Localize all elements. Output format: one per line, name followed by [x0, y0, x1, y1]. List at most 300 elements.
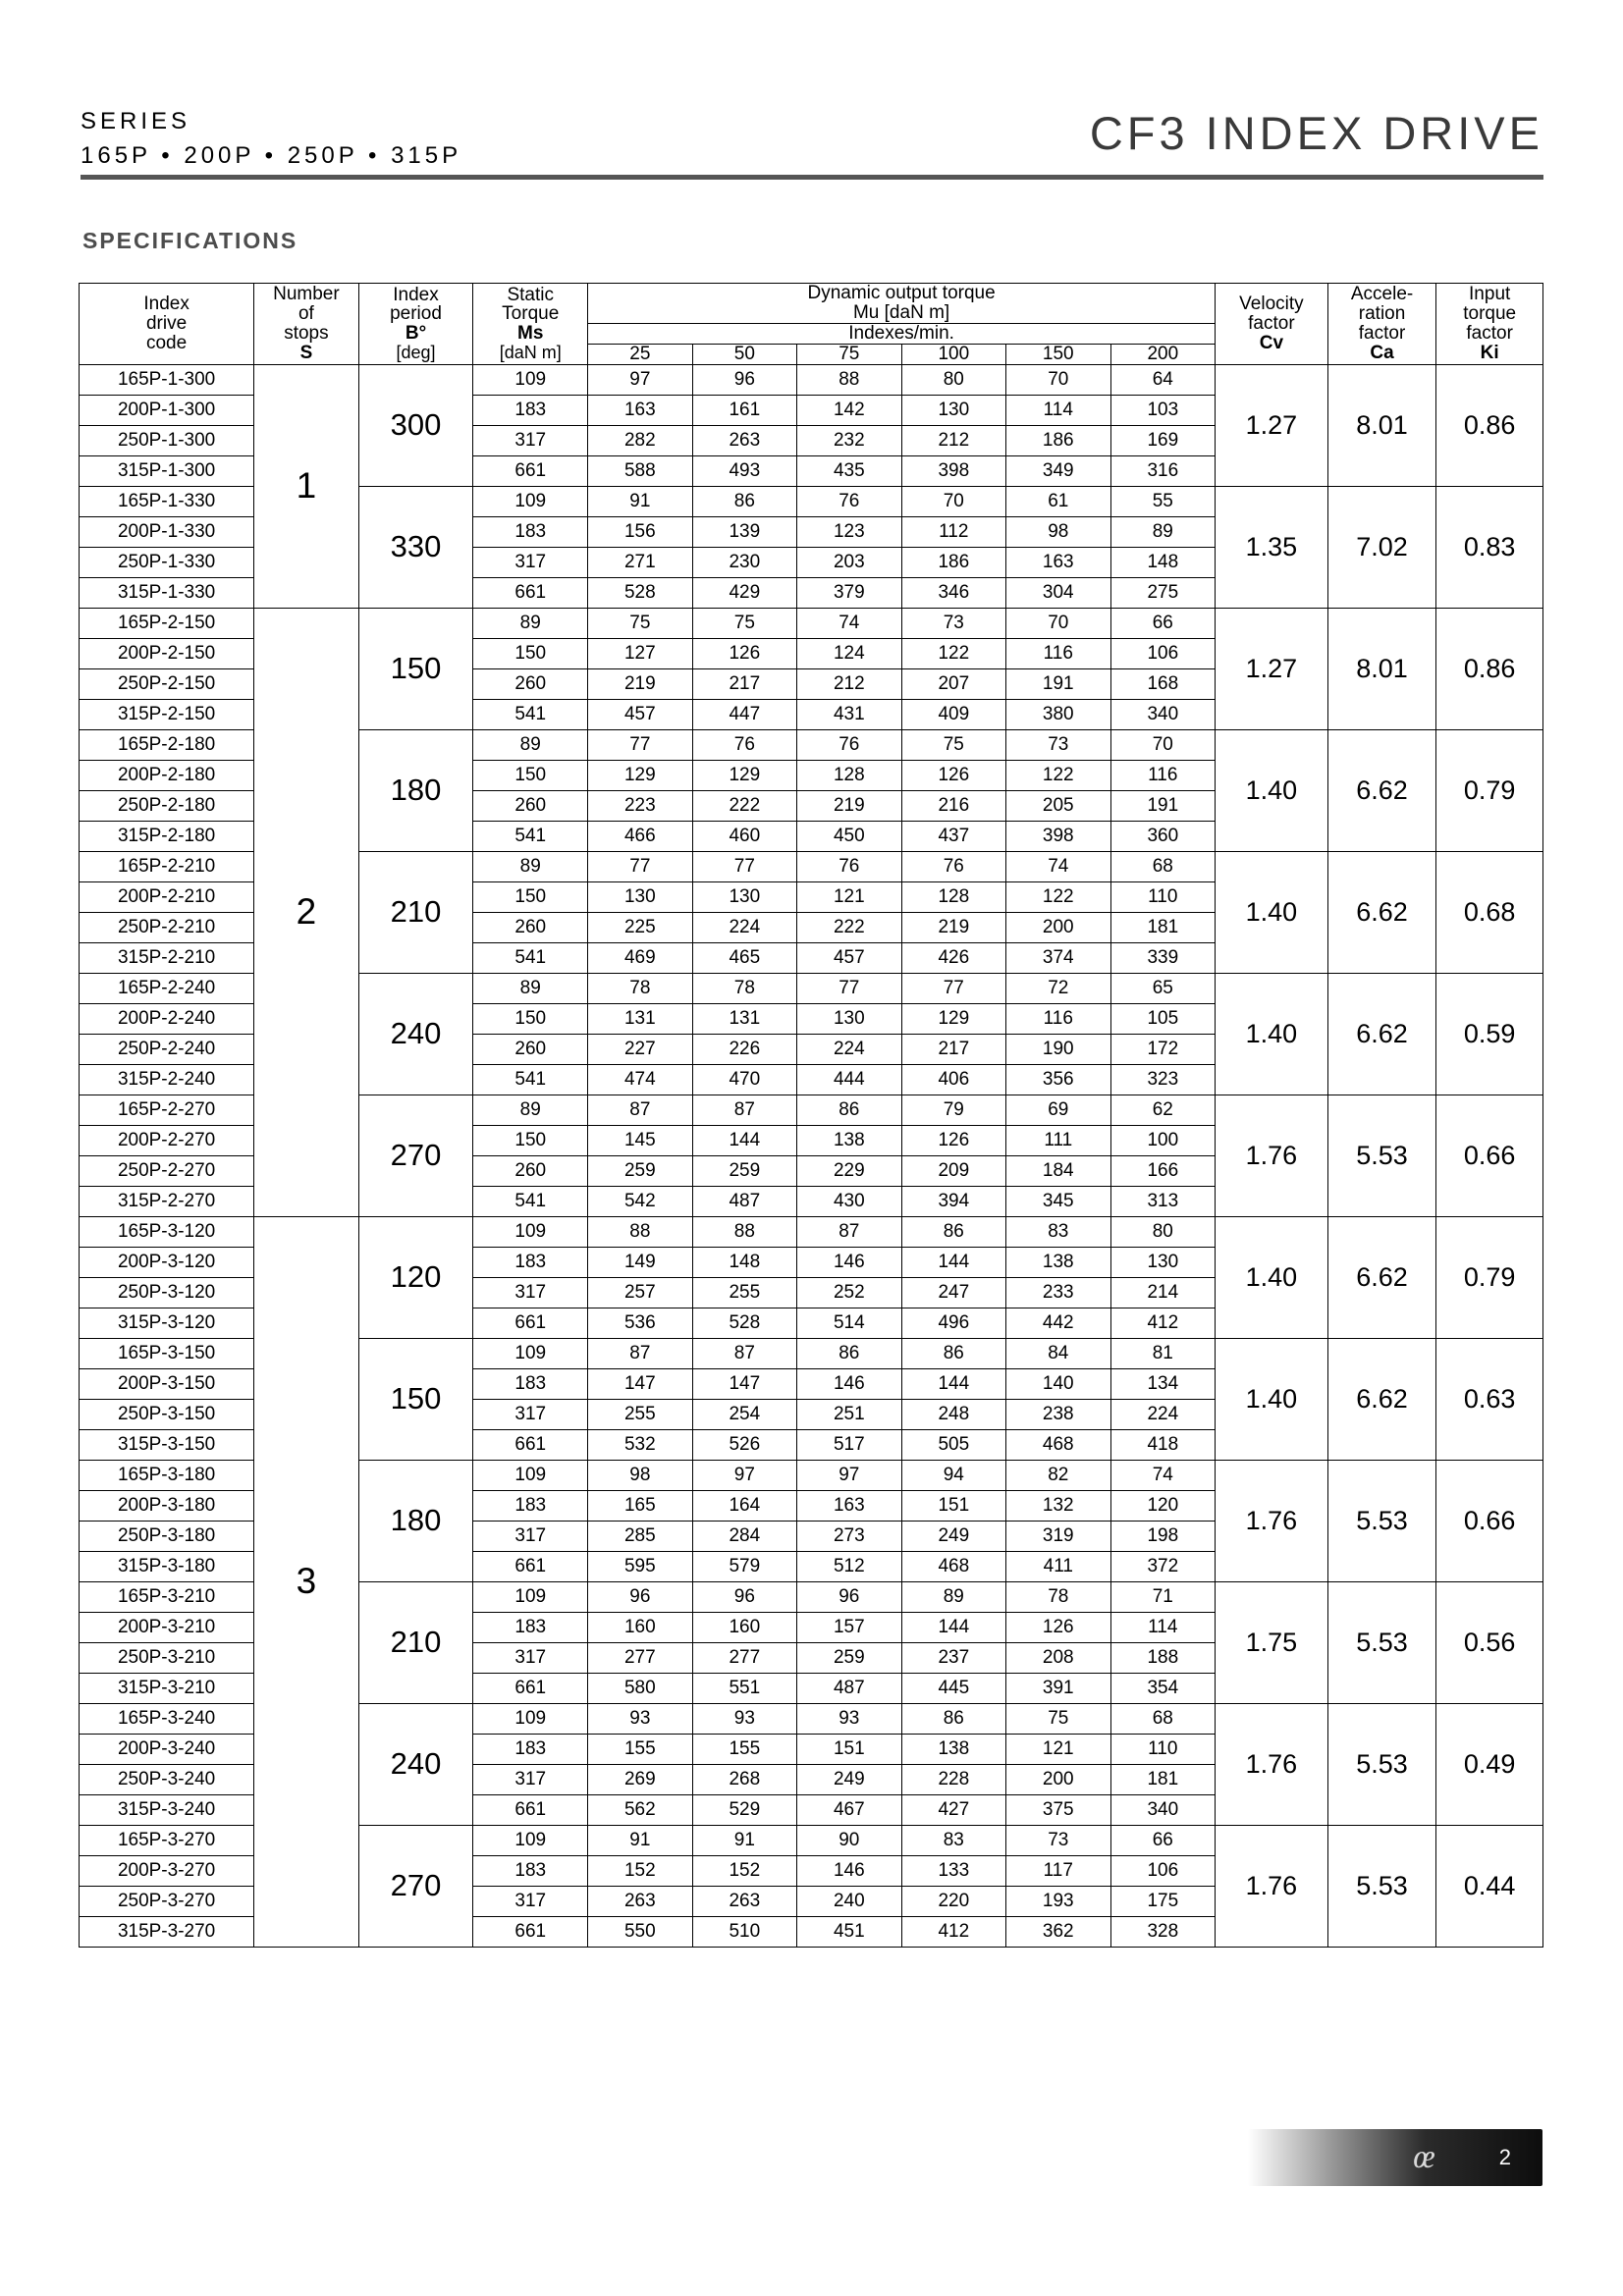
cell-velocity-factor: 1.40 — [1216, 973, 1328, 1095]
page-title: CF3 INDEX DRIVE — [1089, 107, 1543, 159]
cell-dynamic-torque-25: 93 — [588, 1703, 692, 1734]
cell-dynamic-torque-150: 191 — [1006, 668, 1110, 699]
cell-dynamic-torque-50: 226 — [692, 1034, 796, 1064]
cell-dynamic-torque-25: 130 — [588, 881, 692, 912]
cell-dynamic-torque-100: 89 — [901, 1581, 1005, 1612]
cell-input-torque-factor: 0.56 — [1436, 1581, 1543, 1703]
cell-dynamic-torque-200: 103 — [1110, 395, 1216, 425]
cell-index-period: 240 — [358, 973, 473, 1095]
cell-dynamic-torque-150: 70 — [1006, 608, 1110, 638]
cell-static-torque: 89 — [473, 973, 588, 1003]
th-static-symbol: Ms — [517, 323, 544, 345]
cell-dynamic-torque-75: 379 — [797, 577, 901, 608]
cell-dynamic-torque-75: 74 — [797, 608, 901, 638]
cell-static-torque: 317 — [473, 1399, 588, 1429]
cell-dynamic-torque-75: 86 — [797, 1095, 901, 1125]
cell-dynamic-torque-150: 184 — [1006, 1155, 1110, 1186]
th-dyn-200: 200 — [1110, 344, 1216, 364]
cell-dynamic-torque-75: 76 — [797, 851, 901, 881]
table-row — [80, 608, 1543, 638]
cell-dynamic-torque-150: 73 — [1006, 1825, 1110, 1855]
cell-dynamic-torque-50: 470 — [692, 1064, 796, 1095]
cell-dynamic-torque-100: 496 — [901, 1308, 1005, 1338]
cell-index-period: 300 — [358, 364, 473, 486]
cell-dynamic-torque-50: 161 — [692, 395, 796, 425]
cell-index-drive-code: 250P-3-120 — [80, 1277, 254, 1308]
cell-dynamic-torque-100: 217 — [901, 1034, 1005, 1064]
cell-dynamic-torque-150: 380 — [1006, 699, 1110, 729]
cell-dynamic-torque-100: 409 — [901, 699, 1005, 729]
cell-index-drive-code: 165P-3-180 — [80, 1460, 254, 1490]
cell-dynamic-torque-25: 466 — [588, 821, 692, 851]
cell-index-drive-code: 315P-2-270 — [80, 1186, 254, 1216]
cell-dynamic-torque-25: 155 — [588, 1734, 692, 1764]
cell-dynamic-torque-25: 91 — [588, 486, 692, 516]
cell-input-torque-factor: 0.44 — [1436, 1825, 1543, 1947]
cell-dynamic-torque-200: 105 — [1110, 1003, 1216, 1034]
cell-index-drive-code: 165P-3-120 — [80, 1216, 254, 1247]
cell-dynamic-torque-25: 165 — [588, 1490, 692, 1521]
cell-dynamic-torque-150: 98 — [1006, 516, 1110, 547]
cell-dynamic-torque-150: 190 — [1006, 1034, 1110, 1064]
cell-acceleration-factor: 8.01 — [1327, 608, 1436, 729]
cell-index-drive-code: 250P-2-240 — [80, 1034, 254, 1064]
cell-dynamic-torque-100: 219 — [901, 912, 1005, 942]
cell-dynamic-torque-75: 88 — [797, 364, 901, 395]
company-logo-icon: œ — [1413, 2139, 1433, 2175]
cell-dynamic-torque-200: 175 — [1110, 1886, 1216, 1916]
cell-dynamic-torque-100: 207 — [901, 668, 1005, 699]
cell-dynamic-torque-100: 346 — [901, 577, 1005, 608]
cell-dynamic-torque-100: 122 — [901, 638, 1005, 668]
cell-dynamic-torque-100: 209 — [901, 1155, 1005, 1186]
cell-dynamic-torque-100: 151 — [901, 1490, 1005, 1521]
cell-dynamic-torque-50: 551 — [692, 1673, 796, 1703]
cell-dynamic-torque-100: 83 — [901, 1825, 1005, 1855]
cell-dynamic-torque-200: 130 — [1110, 1247, 1216, 1277]
section-title: SPECIFICATIONS — [82, 228, 298, 253]
cell-velocity-factor: 1.76 — [1216, 1460, 1328, 1581]
cell-static-torque: 661 — [473, 1916, 588, 1947]
cell-acceleration-factor: 6.62 — [1327, 1338, 1436, 1460]
cell-dynamic-torque-100: 437 — [901, 821, 1005, 851]
cell-dynamic-torque-50: 147 — [692, 1368, 796, 1399]
cell-static-torque: 317 — [473, 425, 588, 455]
cell-number-of-stops: 3 — [254, 1216, 358, 1947]
cell-number-of-stops: 1 — [254, 364, 358, 608]
cell-velocity-factor: 1.76 — [1216, 1825, 1328, 1947]
cell-dynamic-torque-75: 251 — [797, 1399, 901, 1429]
th-dyn-25: 25 — [588, 344, 692, 364]
cell-dynamic-torque-25: 263 — [588, 1886, 692, 1916]
cell-dynamic-torque-25: 271 — [588, 547, 692, 577]
cell-dynamic-torque-50: 155 — [692, 1734, 796, 1764]
cell-dynamic-torque-100: 130 — [901, 395, 1005, 425]
cell-index-drive-code: 200P-2-240 — [80, 1003, 254, 1034]
cell-dynamic-torque-75: 146 — [797, 1855, 901, 1886]
cell-static-torque: 661 — [473, 1429, 588, 1460]
cell-index-drive-code: 250P-3-150 — [80, 1399, 254, 1429]
cell-dynamic-torque-25: 532 — [588, 1429, 692, 1460]
cell-dynamic-torque-50: 87 — [692, 1095, 796, 1125]
cell-index-drive-code: 200P-1-300 — [80, 395, 254, 425]
cell-dynamic-torque-100: 76 — [901, 851, 1005, 881]
cell-dynamic-torque-150: 193 — [1006, 1886, 1110, 1916]
cell-dynamic-torque-150: 121 — [1006, 1734, 1110, 1764]
cell-dynamic-torque-150: 374 — [1006, 942, 1110, 973]
cell-dynamic-torque-200: 68 — [1110, 851, 1216, 881]
cell-dynamic-torque-50: 96 — [692, 1581, 796, 1612]
cell-dynamic-torque-75: 240 — [797, 1886, 901, 1916]
cell-dynamic-torque-50: 263 — [692, 425, 796, 455]
cell-dynamic-torque-100: 79 — [901, 1095, 1005, 1125]
cell-dynamic-torque-100: 406 — [901, 1064, 1005, 1095]
cell-dynamic-torque-75: 249 — [797, 1764, 901, 1794]
cell-dynamic-torque-25: 152 — [588, 1855, 692, 1886]
cell-static-torque: 150 — [473, 881, 588, 912]
cell-static-torque: 260 — [473, 912, 588, 942]
cell-dynamic-torque-50: 87 — [692, 1338, 796, 1368]
cell-dynamic-torque-50: 164 — [692, 1490, 796, 1521]
cell-dynamic-torque-25: 528 — [588, 577, 692, 608]
page-number: 2 — [1498, 2145, 1511, 2169]
cell-dynamic-torque-150: 163 — [1006, 547, 1110, 577]
cell-dynamic-torque-200: 65 — [1110, 973, 1216, 1003]
cell-dynamic-torque-50: 76 — [692, 729, 796, 760]
th-stops-symbol: S — [299, 342, 313, 363]
cell-dynamic-torque-100: 129 — [901, 1003, 1005, 1034]
cell-dynamic-torque-75: 273 — [797, 1521, 901, 1551]
cell-dynamic-torque-200: 110 — [1110, 881, 1216, 912]
cell-dynamic-torque-150: 72 — [1006, 973, 1110, 1003]
cell-static-torque: 183 — [473, 395, 588, 425]
cell-dynamic-torque-50: 487 — [692, 1186, 796, 1216]
cell-dynamic-torque-50: 254 — [692, 1399, 796, 1429]
cell-dynamic-torque-25: 75 — [588, 608, 692, 638]
cell-acceleration-factor: 5.53 — [1327, 1825, 1436, 1947]
cell-dynamic-torque-75: 451 — [797, 1916, 901, 1947]
cell-dynamic-torque-100: 126 — [901, 760, 1005, 790]
cell-dynamic-torque-200: 340 — [1110, 1794, 1216, 1825]
cell-dynamic-torque-150: 82 — [1006, 1460, 1110, 1490]
cell-static-torque: 260 — [473, 1034, 588, 1064]
cell-dynamic-torque-200: 116 — [1110, 760, 1216, 790]
cell-dynamic-torque-50: 526 — [692, 1429, 796, 1460]
cell-index-drive-code: 250P-2-210 — [80, 912, 254, 942]
cell-acceleration-factor: 6.62 — [1327, 729, 1436, 851]
cell-dynamic-torque-100: 70 — [901, 486, 1005, 516]
cell-dynamic-torque-50: 222 — [692, 790, 796, 821]
cell-static-torque: 661 — [473, 577, 588, 608]
cell-index-drive-code: 200P-2-150 — [80, 638, 254, 668]
cell-dynamic-torque-75: 252 — [797, 1277, 901, 1308]
th-dynamic-symbol: Mu [daN m] — [852, 301, 950, 323]
cell-dynamic-torque-150: 398 — [1006, 821, 1110, 851]
cell-dynamic-torque-200: 89 — [1110, 516, 1216, 547]
cell-static-torque: 661 — [473, 1551, 588, 1581]
cell-dynamic-torque-25: 562 — [588, 1794, 692, 1825]
cell-static-torque: 150 — [473, 638, 588, 668]
cell-index-period: 240 — [358, 1703, 473, 1825]
cell-dynamic-torque-100: 186 — [901, 547, 1005, 577]
cell-dynamic-torque-75: 259 — [797, 1642, 901, 1673]
cell-dynamic-torque-100: 216 — [901, 790, 1005, 821]
cell-acceleration-factor: 5.53 — [1327, 1703, 1436, 1825]
cell-acceleration-factor: 7.02 — [1327, 486, 1436, 608]
cell-dynamic-torque-75: 232 — [797, 425, 901, 455]
cell-dynamic-torque-25: 588 — [588, 455, 692, 486]
cell-dynamic-torque-75: 123 — [797, 516, 901, 547]
cell-dynamic-torque-150: 375 — [1006, 1794, 1110, 1825]
cell-dynamic-torque-150: 117 — [1006, 1855, 1110, 1886]
th-acceleration-factor: Accele- ration factor Ca — [1327, 284, 1436, 365]
th-accel-symbol: Ca — [1370, 342, 1394, 363]
cell-static-torque: 109 — [473, 1581, 588, 1612]
th-dyn-75: 75 — [797, 344, 901, 364]
cell-acceleration-factor: 6.62 — [1327, 851, 1436, 973]
table-row — [80, 364, 1543, 395]
cell-dynamic-torque-50: 160 — [692, 1612, 796, 1642]
cell-dynamic-torque-200: 323 — [1110, 1064, 1216, 1095]
cell-dynamic-torque-100: 228 — [901, 1764, 1005, 1794]
table-row — [80, 1216, 1543, 1247]
cell-static-torque: 109 — [473, 1703, 588, 1734]
cell-dynamic-torque-50: 97 — [692, 1460, 796, 1490]
cell-dynamic-torque-200: 55 — [1110, 486, 1216, 516]
cell-dynamic-torque-150: 122 — [1006, 760, 1110, 790]
cell-dynamic-torque-150: 132 — [1006, 1490, 1110, 1521]
cell-dynamic-torque-200: 106 — [1110, 638, 1216, 668]
cell-velocity-factor: 1.75 — [1216, 1581, 1328, 1703]
cell-dynamic-torque-150: 200 — [1006, 912, 1110, 942]
cell-dynamic-torque-25: 282 — [588, 425, 692, 455]
cell-static-torque: 109 — [473, 1216, 588, 1247]
cell-dynamic-torque-50: 96 — [692, 364, 796, 395]
cell-dynamic-torque-50: 93 — [692, 1703, 796, 1734]
cell-dynamic-torque-25: 474 — [588, 1064, 692, 1095]
cell-input-torque-factor: 0.68 — [1436, 851, 1543, 973]
series-block — [81, 108, 461, 170]
cell-dynamic-torque-75: 76 — [797, 729, 901, 760]
cell-dynamic-torque-75: 86 — [797, 1338, 901, 1368]
cell-dynamic-torque-50: 447 — [692, 699, 796, 729]
cell-dynamic-torque-150: 411 — [1006, 1551, 1110, 1581]
cell-static-torque: 661 — [473, 1794, 588, 1825]
cell-index-drive-code: 250P-1-300 — [80, 425, 254, 455]
cell-dynamic-torque-200: 114 — [1110, 1612, 1216, 1642]
cell-dynamic-torque-100: 133 — [901, 1855, 1005, 1886]
cell-velocity-factor: 1.40 — [1216, 729, 1328, 851]
cell-velocity-factor: 1.35 — [1216, 486, 1328, 608]
cell-static-torque: 183 — [473, 1612, 588, 1642]
cell-acceleration-factor: 6.62 — [1327, 1216, 1436, 1338]
series-label: SERIES — [81, 108, 191, 134]
cell-dynamic-torque-25: 98 — [588, 1460, 692, 1490]
cell-static-torque: 109 — [473, 364, 588, 395]
cell-dynamic-torque-200: 110 — [1110, 1734, 1216, 1764]
cell-velocity-factor: 1.76 — [1216, 1095, 1328, 1216]
cell-index-drive-code: 250P-2-180 — [80, 790, 254, 821]
cell-dynamic-torque-100: 468 — [901, 1551, 1005, 1581]
cell-dynamic-torque-100: 80 — [901, 364, 1005, 395]
cell-dynamic-torque-75: 96 — [797, 1581, 901, 1612]
cell-dynamic-torque-150: 468 — [1006, 1429, 1110, 1460]
cell-dynamic-torque-200: 66 — [1110, 1825, 1216, 1855]
th-code-line3: code — [145, 332, 188, 353]
cell-dynamic-torque-75: 512 — [797, 1551, 901, 1581]
cell-dynamic-torque-50: 263 — [692, 1886, 796, 1916]
cell-dynamic-torque-200: 168 — [1110, 668, 1216, 699]
cell-index-drive-code: 165P-2-150 — [80, 608, 254, 638]
th-index-drive-code — [80, 284, 254, 365]
cell-index-drive-code: 200P-2-180 — [80, 760, 254, 790]
cell-static-torque: 89 — [473, 729, 588, 760]
cell-dynamic-torque-150: 349 — [1006, 455, 1110, 486]
cell-dynamic-torque-150: 73 — [1006, 729, 1110, 760]
cell-dynamic-torque-25: 131 — [588, 1003, 692, 1034]
th-input-symbol: Ki — [1480, 342, 1499, 363]
cell-dynamic-torque-150: 208 — [1006, 1642, 1110, 1673]
cell-dynamic-torque-25: 163 — [588, 395, 692, 425]
cell-dynamic-torque-100: 427 — [901, 1794, 1005, 1825]
cell-static-torque: 317 — [473, 1521, 588, 1551]
cell-dynamic-torque-150: 356 — [1006, 1064, 1110, 1095]
cell-static-torque: 150 — [473, 1125, 588, 1155]
table-head — [80, 284, 1543, 365]
cell-dynamic-torque-75: 203 — [797, 547, 901, 577]
cell-dynamic-torque-25: 457 — [588, 699, 692, 729]
cell-dynamic-torque-200: 120 — [1110, 1490, 1216, 1521]
cell-dynamic-torque-75: 431 — [797, 699, 901, 729]
cell-dynamic-torque-100: 86 — [901, 1216, 1005, 1247]
cell-dynamic-torque-75: 142 — [797, 395, 901, 425]
cell-dynamic-torque-150: 304 — [1006, 577, 1110, 608]
cell-dynamic-torque-25: 595 — [588, 1551, 692, 1581]
cell-index-drive-code: 315P-2-180 — [80, 821, 254, 851]
cell-dynamic-torque-75: 130 — [797, 1003, 901, 1034]
cell-dynamic-torque-25: 129 — [588, 760, 692, 790]
cell-static-torque: 260 — [473, 1155, 588, 1186]
cell-velocity-factor: 1.76 — [1216, 1703, 1328, 1825]
cell-dynamic-torque-50: 255 — [692, 1277, 796, 1308]
cell-dynamic-torque-75: 128 — [797, 760, 901, 790]
cell-dynamic-torque-200: 328 — [1110, 1916, 1216, 1947]
cell-index-drive-code: 200P-3-240 — [80, 1734, 254, 1764]
cell-dynamic-torque-200: 275 — [1110, 577, 1216, 608]
cell-dynamic-torque-150: 362 — [1006, 1916, 1110, 1947]
cell-index-drive-code: 165P-3-210 — [80, 1581, 254, 1612]
cell-index-period: 270 — [358, 1825, 473, 1947]
cell-dynamic-torque-50: 75 — [692, 608, 796, 638]
cell-dynamic-torque-25: 536 — [588, 1308, 692, 1338]
cell-dynamic-torque-100: 445 — [901, 1673, 1005, 1703]
cell-static-torque: 541 — [473, 1186, 588, 1216]
header-divider — [81, 175, 1543, 180]
cell-dynamic-torque-75: 77 — [797, 973, 901, 1003]
cell-index-period: 180 — [358, 729, 473, 851]
table-body — [80, 364, 1543, 1947]
cell-dynamic-torque-150: 205 — [1006, 790, 1110, 821]
cell-dynamic-torque-25: 88 — [588, 1216, 692, 1247]
cell-dynamic-torque-50: 277 — [692, 1642, 796, 1673]
cell-dynamic-torque-25: 145 — [588, 1125, 692, 1155]
cell-input-torque-factor: 0.86 — [1436, 608, 1543, 729]
cell-index-drive-code: 250P-3-180 — [80, 1521, 254, 1551]
cell-dynamic-torque-25: 127 — [588, 638, 692, 668]
cell-index-drive-code: 165P-1-330 — [80, 486, 254, 516]
cell-dynamic-torque-75: 450 — [797, 821, 901, 851]
cell-dynamic-torque-100: 126 — [901, 1125, 1005, 1155]
cell-dynamic-torque-200: 134 — [1110, 1368, 1216, 1399]
cell-dynamic-torque-200: 354 — [1110, 1673, 1216, 1703]
cell-static-torque: 541 — [473, 1064, 588, 1095]
cell-dynamic-torque-200: 80 — [1110, 1216, 1216, 1247]
cell-index-period: 150 — [358, 608, 473, 729]
specifications-table — [79, 283, 1543, 1948]
cell-dynamic-torque-25: 542 — [588, 1186, 692, 1216]
cell-static-torque: 541 — [473, 942, 588, 973]
cell-dynamic-torque-200: 412 — [1110, 1308, 1216, 1338]
cell-dynamic-torque-200: 224 — [1110, 1399, 1216, 1429]
cell-static-torque: 183 — [473, 516, 588, 547]
cell-dynamic-torque-75: 146 — [797, 1368, 901, 1399]
th-period-unit: [deg] — [396, 343, 436, 363]
series-models: 165P • 200P • 250P • 315P — [81, 142, 462, 169]
cell-dynamic-torque-150: 78 — [1006, 1581, 1110, 1612]
cell-dynamic-torque-100: 75 — [901, 729, 1005, 760]
cell-static-torque: 89 — [473, 608, 588, 638]
cell-dynamic-torque-100: 398 — [901, 455, 1005, 486]
cell-index-drive-code: 165P-3-150 — [80, 1338, 254, 1368]
th-input-torque-factor: Input torque factor Ki — [1436, 284, 1543, 365]
cell-dynamic-torque-150: 61 — [1006, 486, 1110, 516]
cell-input-torque-factor: 0.63 — [1436, 1338, 1543, 1460]
cell-dynamic-torque-50: 230 — [692, 547, 796, 577]
cell-dynamic-torque-75: 146 — [797, 1247, 901, 1277]
cell-dynamic-torque-75: 163 — [797, 1490, 901, 1521]
cell-dynamic-torque-200: 313 — [1110, 1186, 1216, 1216]
cell-static-torque: 661 — [473, 455, 588, 486]
cell-dynamic-torque-100: 86 — [901, 1703, 1005, 1734]
cell-dynamic-torque-50: 465 — [692, 942, 796, 973]
cell-input-torque-factor: 0.66 — [1436, 1460, 1543, 1581]
cell-static-torque: 150 — [473, 760, 588, 790]
specifications-table-wrap — [79, 283, 1543, 1948]
cell-dynamic-torque-75: 517 — [797, 1429, 901, 1460]
cell-dynamic-torque-150: 122 — [1006, 881, 1110, 912]
cell-dynamic-torque-75: 121 — [797, 881, 901, 912]
cell-dynamic-torque-75: 444 — [797, 1064, 901, 1095]
cell-dynamic-torque-75: 222 — [797, 912, 901, 942]
cell-dynamic-torque-100: 220 — [901, 1886, 1005, 1916]
cell-dynamic-torque-25: 550 — [588, 1916, 692, 1947]
th-index-period: Index period B° [deg] — [358, 284, 473, 365]
th-code-line1: Index — [143, 293, 189, 314]
cell-acceleration-factor: 8.01 — [1327, 364, 1436, 486]
th-period-symbol: B° — [405, 323, 427, 345]
cell-dynamic-torque-75: 219 — [797, 790, 901, 821]
cell-acceleration-factor: 5.53 — [1327, 1581, 1436, 1703]
cell-dynamic-torque-50: 224 — [692, 912, 796, 942]
cell-dynamic-torque-200: 169 — [1110, 425, 1216, 455]
cell-dynamic-torque-50: 139 — [692, 516, 796, 547]
cell-input-torque-factor: 0.66 — [1436, 1095, 1543, 1216]
cell-dynamic-torque-100: 426 — [901, 942, 1005, 973]
cell-index-drive-code: 165P-3-270 — [80, 1825, 254, 1855]
cell-dynamic-torque-25: 96 — [588, 1581, 692, 1612]
cell-dynamic-torque-75: 487 — [797, 1673, 901, 1703]
cell-dynamic-torque-150: 138 — [1006, 1247, 1110, 1277]
